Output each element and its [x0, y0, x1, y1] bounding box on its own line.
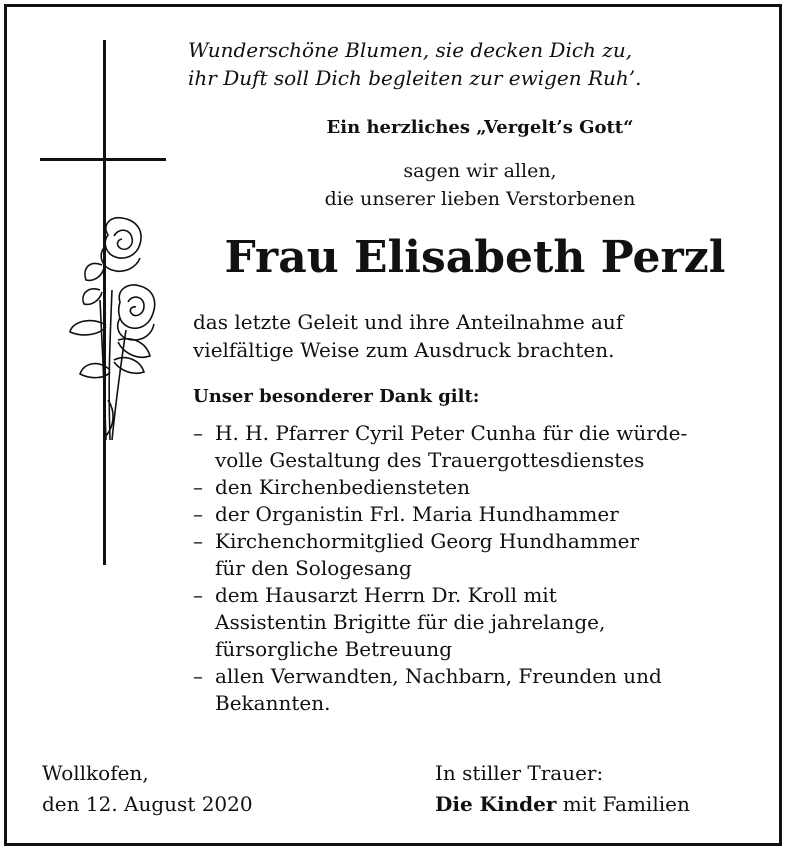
- family-rest: mit Familien: [556, 792, 690, 816]
- cross-with-roses-icon: [40, 40, 175, 570]
- family-line: [435, 789, 690, 820]
- cross-vertical-bar: [103, 40, 106, 565]
- date: den 12. August 2020: [42, 792, 253, 816]
- list-item-line: Bekannten.: [215, 691, 331, 715]
- list-item-line: – Kirchenchormitglied Georg Hundhammer: [215, 529, 640, 553]
- motto-line-1: Wunderschöne Blumen, sie decken Dich zu,: [188, 38, 633, 62]
- signature-block: [435, 758, 690, 820]
- list-item-line: für den Sologesang: [215, 556, 412, 580]
- mourning-label: In stiller Trauer:: [435, 761, 604, 785]
- list-item: [193, 474, 687, 501]
- list-item: [193, 501, 687, 528]
- thanks-title: Ein herzliches „Vergelt’s Gott“: [326, 117, 634, 138]
- list-item-line: – H. H. Pfarrer Cyril Peter Cunha für die würde-: [215, 421, 688, 445]
- thanks-line-1: sagen wir allen,: [403, 160, 557, 182]
- cross-horizontal-bar: [40, 158, 166, 161]
- place: Wollkofen,: [42, 761, 149, 785]
- list-item-line: – den Kirchenbediensteten: [215, 475, 471, 499]
- place-and-date: [42, 758, 253, 820]
- deceased-name: Frau Elisabeth Perzl: [224, 232, 726, 283]
- list-item-line: – allen Verwandten, Nachbarn, Freunden und: [215, 664, 662, 688]
- list-item: [193, 663, 687, 717]
- list-item-line: – der Organistin Frl. Maria Hundhammer: [215, 502, 619, 526]
- intro-line-1: das letzte Geleit und ihre Anteilnahme auf: [193, 310, 624, 334]
- list-item: [193, 582, 687, 663]
- roses-drawing: [70, 218, 155, 440]
- list-item: [193, 528, 687, 582]
- list-item-line: – dem Hausarzt Herrn Dr. Kroll mit: [215, 583, 557, 607]
- intro-text: [193, 308, 623, 364]
- list-item-line: volle Gestaltung des Trauergottesdienstes: [215, 448, 645, 472]
- list-item-line: Assistentin Brigitte für die jahrelange,: [215, 610, 606, 634]
- thanks-line-2: die unserer lieben Verstorbenen: [324, 188, 636, 210]
- list-item: [193, 420, 687, 474]
- special-thanks-heading: Unser besonderer Dank gilt:: [193, 386, 480, 407]
- thanks-text: [180, 157, 780, 213]
- motto-line-2: ihr Duft soll Dich begleiten zur ewigen Ruh’.: [188, 66, 642, 90]
- motto-verse: [188, 36, 642, 92]
- intro-line-2: vielfältige Weise zum Ausdruck brachten.: [193, 338, 615, 362]
- family-bold: Die Kinder: [435, 792, 557, 816]
- list-item-line: fürsorgliche Betreuung: [215, 637, 452, 661]
- special-thanks-list: [193, 420, 687, 717]
